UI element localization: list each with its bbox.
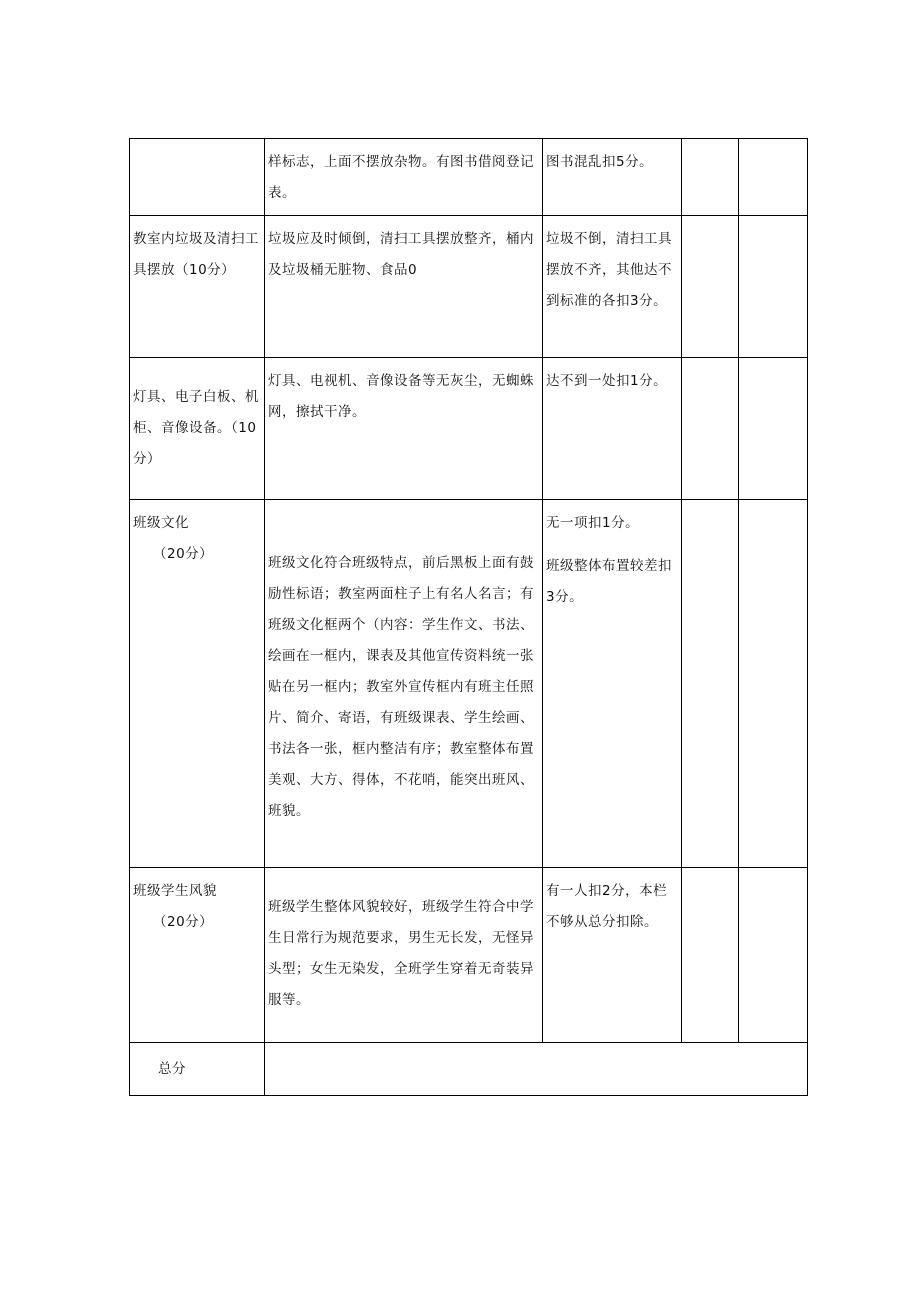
- item-score-text: （20分）: [153, 914, 214, 930]
- deduction-text: 有一人扣2分，本栏不够从总分扣除。: [546, 883, 668, 930]
- deduction-cell: [543, 868, 682, 1043]
- deduction-text: 班级整体布置较差扣3分。: [546, 558, 672, 605]
- item-cell: [130, 868, 265, 1043]
- standard-cell: [265, 216, 543, 358]
- deduction-cell: [543, 500, 682, 868]
- deduction-text: 达不到一处扣1分。: [546, 373, 668, 389]
- deduction-text: 垃圾不倒，清扫工具摆放不齐，其他达不到标准的各扣3分。: [546, 231, 672, 309]
- remark-cell: [739, 500, 808, 868]
- standard-text: 班级学生整体风貌较好，班级学生符合中学生日常行为规范要求，男生无长发，无怪异头型；女生无染发，全班学生穿着无奇装异服等。: [268, 899, 534, 1008]
- score-cell: [682, 216, 739, 358]
- remark-cell: [739, 358, 808, 500]
- deduction-text: 无一项扣1分。: [546, 515, 640, 531]
- item-text: 班级文化: [133, 515, 189, 531]
- item-text: 灯具、电子白板、机柜、音像设备。（10分）: [133, 389, 259, 467]
- item-cell: [130, 500, 265, 868]
- deduction-cell: [543, 216, 682, 358]
- item-cell: [130, 139, 265, 216]
- item-text: 班级学生风貌: [133, 883, 217, 899]
- deduction-text: 图书混乱扣5分。: [546, 154, 654, 170]
- standard-text: 班级文化符合班级特点，前后黑板上面有鼓励性标语；教室两面柱子上有名人名言；有班级文化框两个（内容：学生作文、书法、绘画在一框内，课表及其他宣传资料统一张贴在另一框内；教室外宣传框内有班主任照片、简介、寄语，有班级课表、学生绘画、书法各一张，框内整洁有序；教室整体布置美观、大方、得体，不花哨，能突出班风、班貌。: [268, 555, 534, 819]
- total-row: [130, 1043, 808, 1096]
- item-score-text: （20分）: [153, 546, 214, 562]
- table-row: [130, 216, 808, 358]
- standard-cell: [265, 868, 543, 1043]
- total-value-cell: [265, 1043, 808, 1096]
- table-row: [130, 358, 808, 500]
- deduction-cell: [543, 358, 682, 500]
- total-label: 总分: [158, 1060, 186, 1077]
- table-row: [130, 868, 808, 1043]
- remark-cell: [739, 216, 808, 358]
- item-text: 教室内垃圾及清扫工具摆放（10分）: [133, 231, 259, 278]
- remark-cell: [739, 139, 808, 216]
- standard-cell: [265, 500, 543, 868]
- score-cell: [682, 868, 739, 1043]
- standard-text: 样标志，上面不摆放杂物。有图书借阅登记表。: [268, 154, 534, 201]
- score-cell: [682, 139, 739, 216]
- table-row: [130, 500, 808, 868]
- deduction-cell: [543, 139, 682, 216]
- standard-cell: [265, 139, 543, 216]
- score-cell: [682, 358, 739, 500]
- standard-text: 垃圾应及时倾倒，清扫工具摆放整齐，桶内及垃圾桶无脏物、食品0: [268, 231, 534, 278]
- table-row: [130, 139, 808, 216]
- item-cell: [130, 216, 265, 358]
- total-label-cell: [130, 1043, 265, 1096]
- classroom-evaluation-table: [129, 138, 808, 1096]
- standard-text: 灯具、电视机、音像设备等无灰尘，无蜘蛛网，擦拭干净。: [268, 373, 534, 420]
- item-cell: [130, 358, 265, 500]
- score-cell: [682, 500, 739, 868]
- standard-cell: [265, 358, 543, 500]
- remark-cell: [739, 868, 808, 1043]
